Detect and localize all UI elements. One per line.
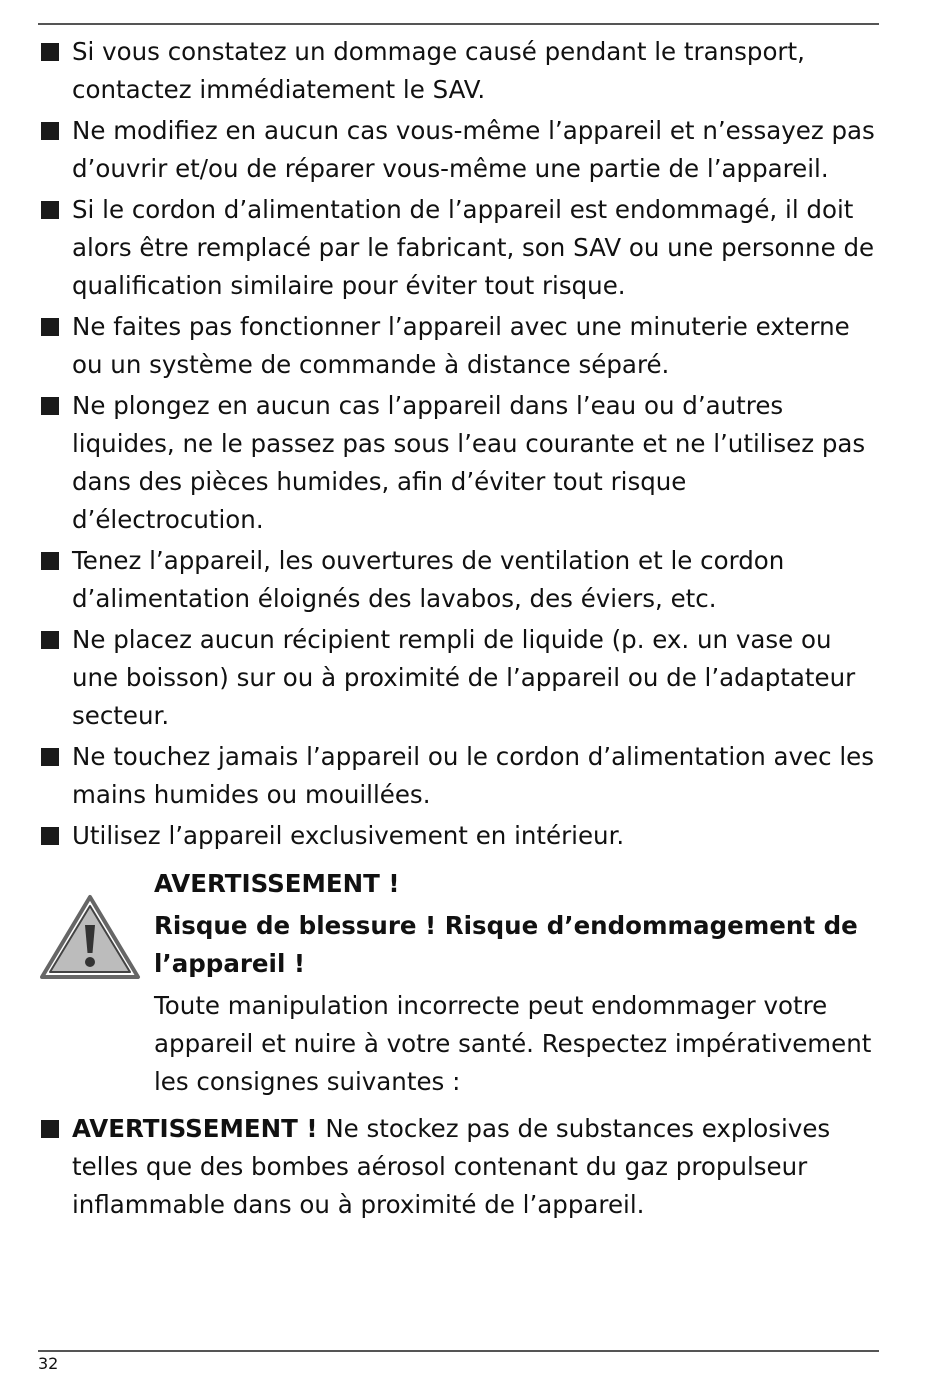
list-item (38, 542, 879, 618)
list-item-text: Si vous constatez un dommage causé pendant le transport, contactez immédiatement le SAV. (72, 37, 805, 104)
warning-text (154, 865, 879, 1101)
list-item-text: Ne touchez jamais l’appareil ou le cordon d’alimentation avec les mains humides ou mouillées. (72, 742, 875, 809)
list-item (38, 817, 879, 855)
bullet-square-icon (41, 201, 59, 219)
bullet-square-icon (41, 397, 59, 415)
list-item-text: Ne plongez en aucun cas l’appareil dans l’eau ou d’autres liquides, ne le passez pas sous l’eau courante et ne l’utilisez pas dans des pièces humides, afin d’éviter tout risque d’électrocution. (72, 391, 866, 534)
list-item-text: Ne modifiez en aucun cas vous-même l’appareil et n’essayez pas d’ouvrir et/ou de réparer vous-même une partie de l’appareil. (72, 116, 875, 183)
warning-triangle-icon (38, 893, 142, 981)
list-item (38, 621, 879, 735)
list-item (38, 308, 879, 384)
list-item-text: Ne placez aucun récipient rempli de liquide (p. ex. un vase ou une boisson) sur ou à proximité de l’appareil ou de l’adaptateur secteur. (72, 625, 856, 730)
page-content (38, 33, 879, 1227)
safety-list-bottom (38, 1110, 879, 1224)
warning-body: Toute manipulation incorrecte peut endommager votre appareil et nuire à votre santé. Respectez impérativement les consignes suivantes : (154, 991, 872, 1096)
page-number: 32 (38, 1354, 59, 1373)
bullet-square-icon (41, 631, 59, 649)
bottom-rule (38, 1350, 879, 1352)
list-item-text: Ne stockez pas de substances explosives telles que des bombes aérosol contenant du gaz propulseur inflammable dans ou à proximité de l’appareil. (72, 1114, 831, 1219)
warning-title: AVERTISSEMENT ! (154, 869, 400, 898)
warning-lead: AVERTISSEMENT ! (72, 1114, 318, 1143)
bullet-square-icon (41, 1120, 59, 1138)
bullet-square-icon (41, 318, 59, 336)
bullet-square-icon (41, 748, 59, 766)
warning-subtitle: Risque de blessure ! Risque d’endommagement de l’appareil ! (154, 911, 858, 978)
list-item (38, 387, 879, 539)
bullet-square-icon (41, 43, 59, 61)
list-item-text: Si le cordon d’alimentation de l’appareil est endommagé, il doit alors être remplacé par le fabricant, son SAV ou une personne de qualification similaire pour éviter tout risque. (72, 195, 875, 300)
list-item-text: Ne faites pas fonctionner l’appareil avec une minuterie externe ou un système de commande à distance séparé. (72, 312, 850, 379)
list-item-text: Utilisez l’appareil exclusivement en intérieur. (72, 821, 625, 850)
bullet-square-icon (41, 122, 59, 140)
list-item (38, 1110, 879, 1224)
safety-list (38, 33, 879, 855)
bullet-square-icon (41, 827, 59, 845)
warning-block (38, 865, 879, 1110)
list-item-text: Tenez l’appareil, les ouvertures de ventilation et le cordon d’alimentation éloignés des lavabos, des éviers, etc. (72, 546, 785, 613)
list-item (38, 738, 879, 814)
bullet-square-icon (41, 552, 59, 570)
list-item (38, 191, 879, 305)
list-item (38, 112, 879, 188)
list-item (38, 33, 879, 109)
top-rule (38, 23, 879, 25)
